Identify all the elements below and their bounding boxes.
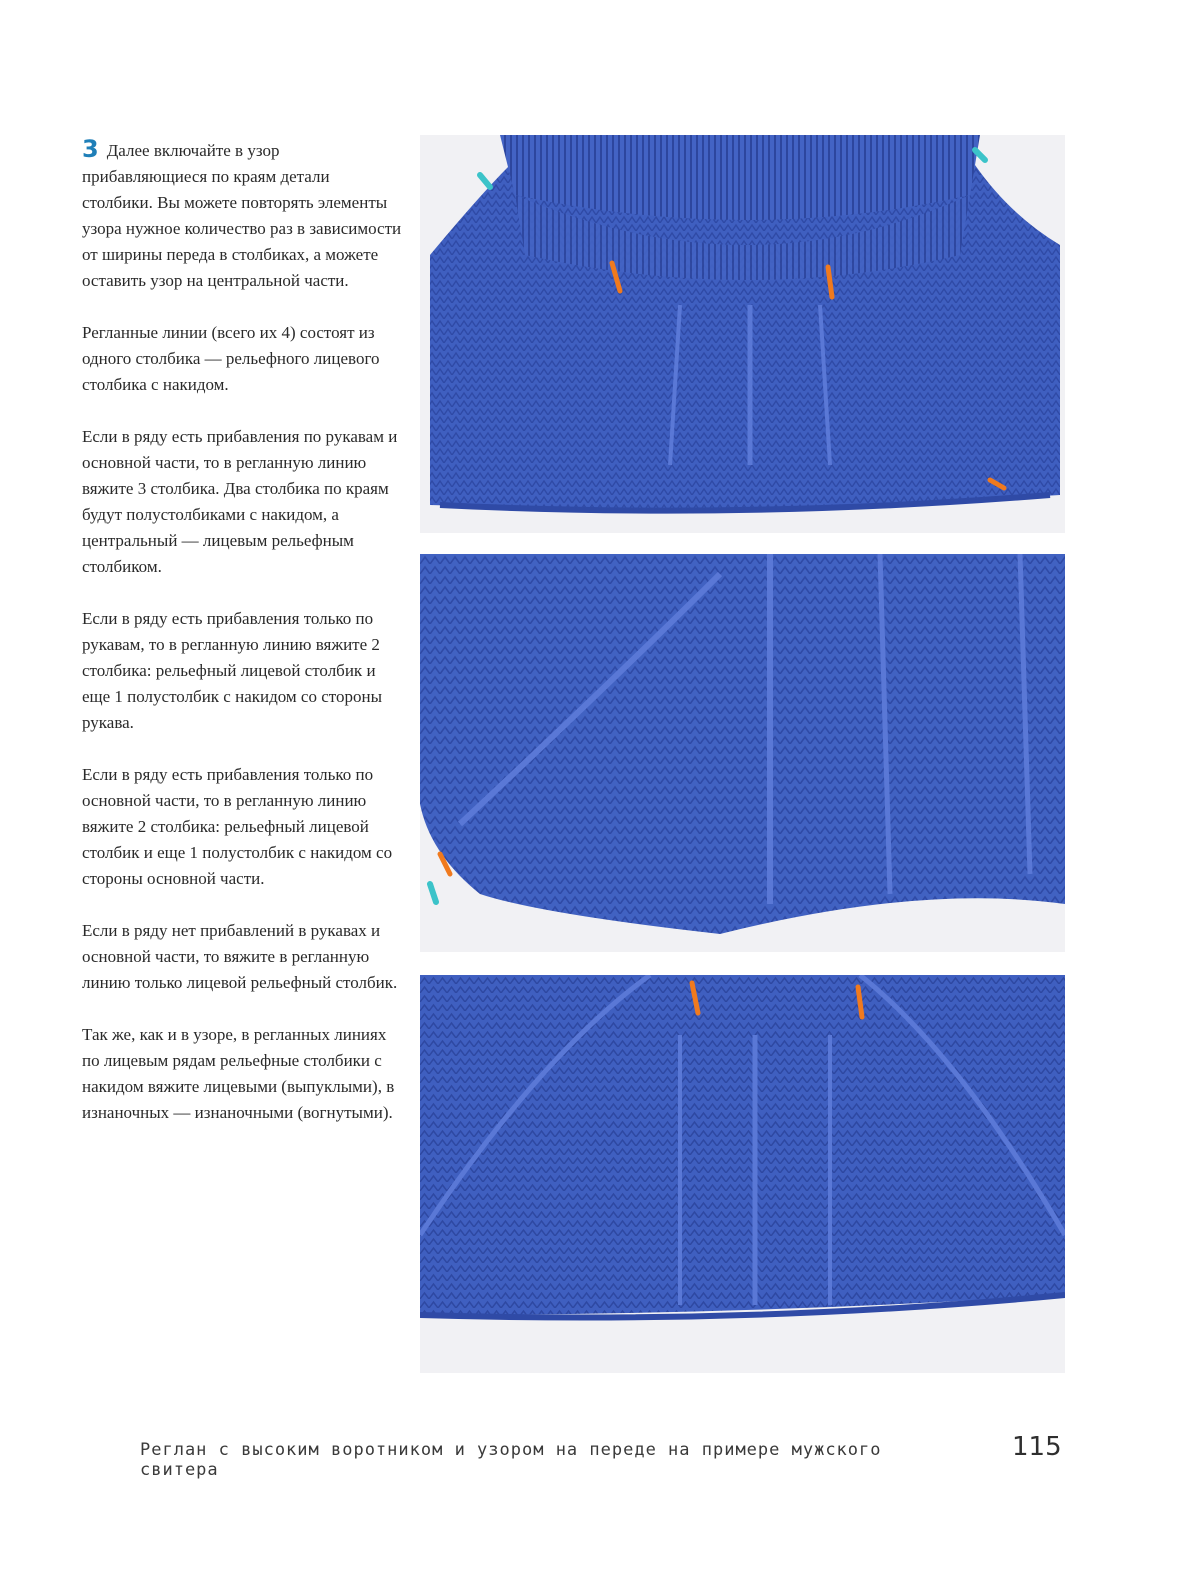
paragraph-2: Регланные линии (всего их 4) состоят из одного столбика — рельефного лицевого столбика с накидом. [82, 323, 380, 394]
paragraph-1 [82, 136, 402, 294]
photo-front-pattern-image [420, 975, 1065, 1373]
paragraph-4: Если в ряду есть прибавления только по рукавам, то в регланную линию вяжите 2 столбика: рельефный лицевой столбик и еще 1 полустолбик с накидом со стороны рукава. [82, 609, 382, 732]
paragraph-5: Если в ряду есть прибавления только по основной части, то в регланную линию вяжите 2 столбика: рельефный лицевой столбик и еще 1 полустолбик с накидом со стороны основной части. [82, 765, 393, 888]
paragraph-1-text: Далее включайте в узор прибавляющиеся по краям детали столбики. Вы можете повторять элементы узора нужное количество раз в зависимости от ширины переда в столбиках, а можете оставить узор на центральной части. [82, 141, 402, 290]
page-number: 115 [1012, 1432, 1062, 1462]
photo-yoke-collar [420, 135, 1065, 533]
footer-caption: Реглан с высоким воротником и узором на переде на примере мужского свитера [140, 1440, 882, 1480]
paragraph-7: Так же, как и в узоре, в регланных линиях по лицевым рядам рельефные столбики с накидом вяжите лицевыми (выпуклыми), в изнаночных — изнаночными (вогнутыми). [82, 1025, 395, 1122]
step-number: 3 [82, 135, 99, 163]
photo-yoke-collar-image [420, 135, 1065, 533]
instruction-text [82, 136, 402, 1152]
photo-front-pattern [420, 975, 1065, 1373]
paragraph-3: Если в ряду есть прибавления по рукавам и основной части, то в регланную линию вяжите 3 столбика. Два столбика по краям будут полустолбиками с накидом, а центральный — лицевым рельефным столбиком. [82, 427, 398, 576]
paragraph-6: Если в ряду нет прибавлений в рукавах и основной части, то вяжите в регланную линию только лицевой рельефный столбик. [82, 921, 398, 992]
photo-raglan-closeup [420, 554, 1065, 952]
photo-raglan-closeup-image [420, 554, 1065, 952]
